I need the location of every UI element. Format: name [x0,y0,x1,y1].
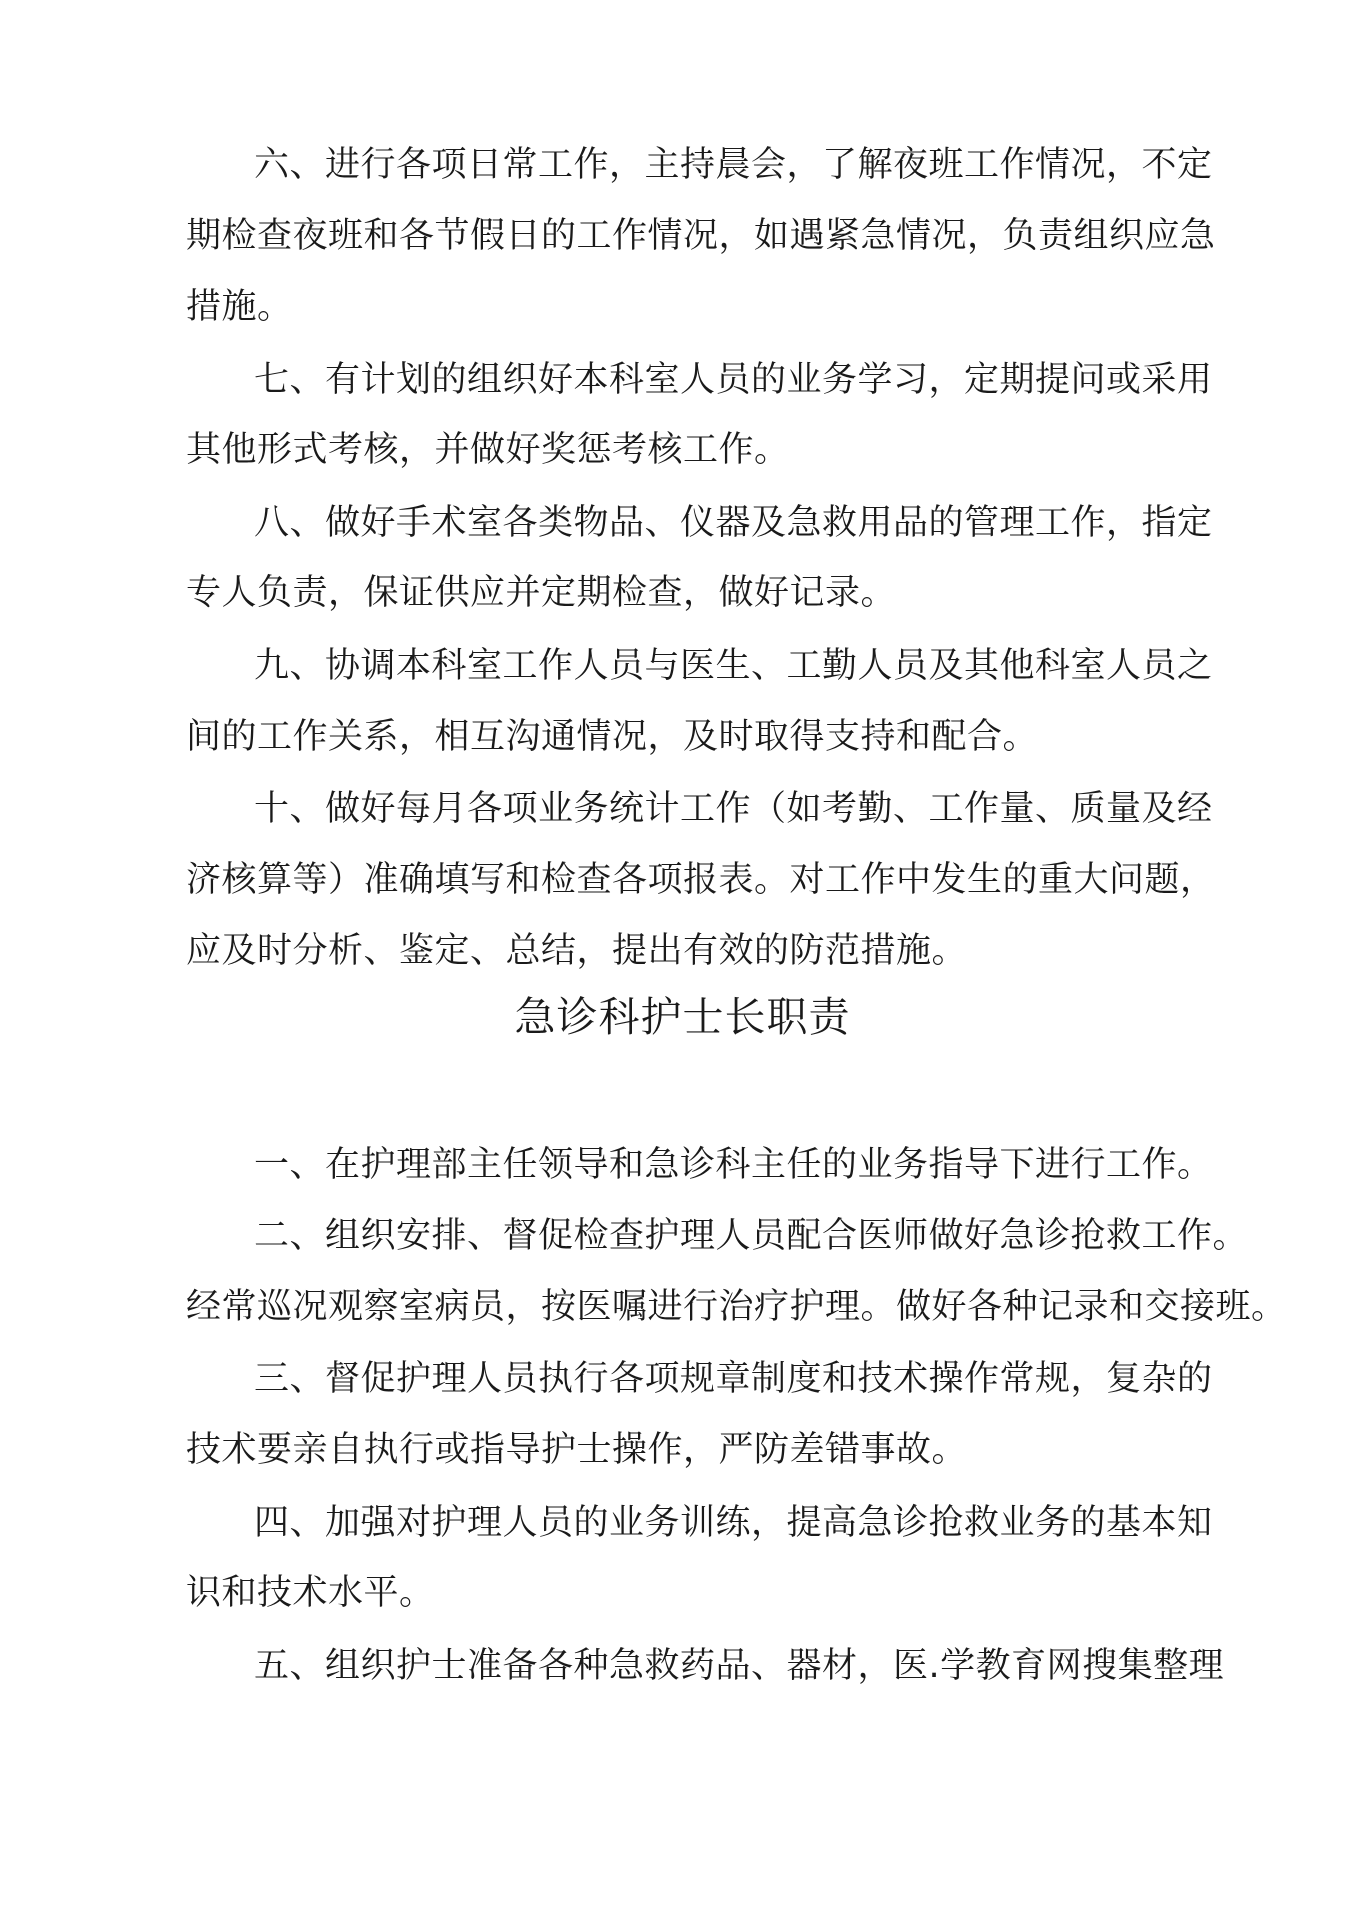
paragraph-6-line-1: 六、进行各项日常工作，主持晨会，了解夜班工作情况，不定 [254,145,1213,185]
paragraph-7-line-1: 七、有计划的组织好本科室人员的业务学习，定期提问或采用 [254,360,1213,400]
paragraph-3-line-1: 三、督促护理人员执行各项规章制度和技术操作常规，复杂的 [254,1359,1213,1399]
paragraph-1-line-1: 一、在护理部主任领导和急诊科主任的业务指导下进行工作。 [254,1145,1213,1185]
paragraph-3-line-2: 技术要亲自执行或指导护士操作，严防差错事故。 [186,1430,968,1470]
paragraph-7-line-2: 其他形式考核，并做好奖惩考核工作。 [186,430,790,470]
paragraph-4-line-1: 四、加强对护理人员的业务训练，提高急诊抢救业务的基本知 [254,1503,1213,1543]
paragraph-4-line-2: 识和技术水平。 [186,1573,435,1613]
paragraph-9-line-2: 间的工作关系，相互沟通情况，及时取得支持和配合。 [186,717,1039,757]
paragraph-2-line-2: 经常巡况观察室病员，按医嘱进行治疗护理。做好各种记录和交接班。 [186,1287,1287,1327]
section-heading: 急诊科护士长职责 [514,993,851,1041]
paragraph-6-line-2: 期检查夜班和各节假日的工作情况，如遇紧急情况，负责组织应急 [186,216,1216,256]
paragraph-2-line-1: 二、组织安排、督促检查护理人员配合医师做好急诊抢救工作。 [254,1216,1249,1256]
paragraph-10-line-2: 济核算等）准确填写和检查各项报表。对工作中发生的重大问题， [186,860,1216,900]
paragraph-6-line-3: 措施。 [186,287,293,327]
paragraph-8-line-2: 专人负责，保证供应并定期检查，做好记录。 [186,573,897,613]
paragraph-9-line-1: 九、协调本科室工作人员与医生、工勤人员及其他科室人员之 [254,646,1213,686]
paragraph-8-line-1: 八、做好手术室各类物品、仪器及急救用品的管理工作，指定 [254,503,1213,543]
paragraph-10-line-1: 十、做好每月各项业务统计工作（如考勤、工作量、质量及经 [254,789,1213,829]
paragraph-10-line-3: 应及时分析、鉴定、总结，提出有效的防范措施。 [186,931,968,971]
paragraph-5-line-1: 五、组织护士准备各种急救药品、器材，医.学教育网搜集整理 [254,1646,1225,1686]
